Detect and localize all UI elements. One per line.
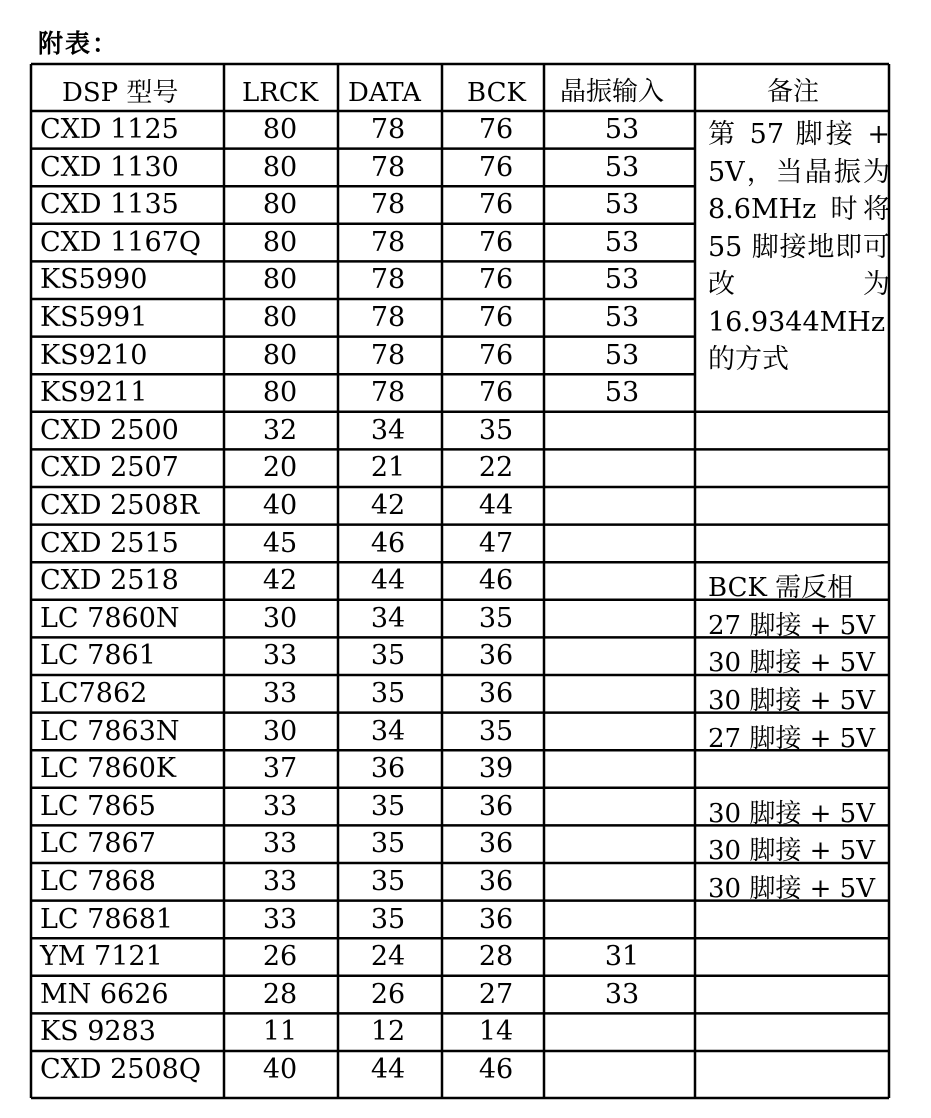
- cell-data: 78: [370, 151, 406, 183]
- cell-bck: 35: [478, 715, 514, 747]
- page-title: 附表：: [38, 29, 120, 58]
- cell-lrck: 40: [262, 1054, 298, 1085]
- cell-crystal: 33: [604, 978, 640, 1010]
- cell-model: CXD 2507: [40, 452, 179, 484]
- cell-note: BCK 需反相: [708, 573, 854, 604]
- cell-model: LC 78681: [40, 903, 174, 935]
- cell-data: 26: [370, 978, 406, 1010]
- cell-data: 78: [370, 226, 406, 258]
- cell-model: CXD 2508Q: [40, 1054, 201, 1085]
- cell-model: LC 7863N: [40, 715, 180, 747]
- cell-model: YM 7121: [40, 941, 163, 973]
- cell-data: 78: [370, 189, 406, 221]
- cell-lrck: 26: [262, 941, 298, 973]
- cell-bck: 76: [478, 114, 514, 145]
- cell-data: 35: [370, 640, 406, 672]
- cell-bck: 76: [478, 226, 514, 258]
- cell-crystal: 53: [604, 264, 640, 296]
- cell-note: 30 脚接 + 5V: [708, 648, 875, 679]
- cell-data: 42: [370, 490, 406, 521]
- cell-bck: 35: [478, 602, 514, 634]
- cell-model: KS 9283: [40, 1016, 156, 1048]
- cell-data: 35: [370, 790, 406, 822]
- cell-bck: 39: [478, 753, 514, 785]
- cell-lrck: 28: [262, 978, 298, 1010]
- cell-data: 34: [370, 602, 406, 634]
- cell-crystal: 53: [604, 226, 640, 258]
- cell-lrck: 80: [262, 264, 298, 296]
- cell-bck: 76: [478, 377, 514, 409]
- cell-model: CXD 2508R: [40, 490, 200, 521]
- cell-data: 34: [370, 715, 406, 747]
- cell-model: CXD 2500: [40, 414, 179, 446]
- cell-crystal: 53: [604, 151, 640, 183]
- cell-bck: 36: [478, 828, 514, 860]
- cell-lrck: 30: [262, 602, 298, 634]
- cell-lrck: 80: [262, 114, 298, 145]
- cell-data: 12: [370, 1016, 406, 1048]
- cell-note: 30 脚接 + 5V: [708, 874, 875, 904]
- cell-lrck: 80: [262, 302, 298, 333]
- cell-bck: 36: [478, 903, 514, 935]
- cell-data: 36: [370, 753, 406, 785]
- header-data: DATA: [348, 78, 421, 108]
- cell-data: 35: [370, 828, 406, 860]
- cell-lrck: 33: [262, 678, 298, 709]
- cell-bck: 36: [478, 640, 514, 672]
- cell-model: LC7862: [40, 678, 148, 709]
- cell-bck: 35: [478, 414, 514, 446]
- cell-data: 78: [370, 114, 406, 145]
- cell-model: KS5991: [40, 302, 148, 333]
- cell-bck: 44: [478, 490, 514, 521]
- header-bck: BCK: [467, 78, 526, 108]
- cell-note: 30 脚接 + 5V: [708, 798, 875, 829]
- cell-data: 21: [370, 452, 406, 484]
- merged-note: 第 57 脚接 + 5V，当晶振为 8.6MHz 时将 55 脚接地即可改为 16.9344MHz 的方式: [708, 119, 890, 375]
- cell-lrck: 30: [262, 715, 298, 747]
- cell-model: LC 7861: [40, 640, 156, 672]
- cell-lrck: 11: [262, 1016, 298, 1048]
- cell-bck: 36: [478, 790, 514, 822]
- cell-lrck: 45: [262, 527, 298, 559]
- cell-bck: 46: [478, 565, 514, 597]
- cell-bck: 14: [478, 1016, 514, 1048]
- cell-data: 78: [370, 377, 406, 409]
- cell-data: 24: [370, 941, 406, 973]
- cell-model: LC 7867: [40, 828, 156, 860]
- cell-bck: 76: [478, 264, 514, 296]
- cell-model: MN 6626: [40, 978, 169, 1010]
- cell-lrck: 20: [262, 452, 298, 484]
- cell-note: 30 脚接 + 5V: [708, 686, 875, 716]
- cell-model: LC 7860N: [40, 602, 180, 634]
- cell-model: CXD 1125: [40, 114, 179, 145]
- cell-bck: 76: [478, 189, 514, 221]
- cell-lrck: 33: [262, 640, 298, 672]
- cell-lrck: 33: [262, 790, 298, 822]
- cell-data: 44: [370, 565, 406, 597]
- cell-data: 35: [370, 678, 406, 709]
- cell-data: 44: [370, 1054, 406, 1085]
- cell-lrck: 80: [262, 189, 298, 221]
- cell-lrck: 33: [262, 903, 298, 935]
- cell-crystal: 53: [604, 114, 640, 145]
- cell-crystal: 53: [604, 189, 640, 221]
- header-crystal: 晶振输入: [560, 77, 665, 107]
- cell-model: LC 7868: [40, 866, 156, 897]
- cell-data: 78: [370, 264, 406, 296]
- cell-data: 34: [370, 414, 406, 446]
- cell-model: CXD 1135: [40, 189, 179, 221]
- cell-note: 27 脚接 + 5V: [708, 610, 875, 641]
- cell-data: 78: [370, 302, 406, 333]
- cell-crystal: 53: [604, 339, 640, 371]
- cell-model: CXD 2518: [40, 565, 179, 597]
- cell-model: CXD 2515: [40, 527, 179, 559]
- cell-lrck: 80: [262, 339, 298, 371]
- cell-data: 35: [370, 903, 406, 935]
- cell-crystal: 53: [604, 377, 640, 409]
- cell-bck: 28: [478, 941, 514, 973]
- cell-crystal: 53: [604, 302, 640, 333]
- cell-bck: 76: [478, 302, 514, 333]
- cell-bck: 76: [478, 339, 514, 371]
- cell-lrck: 37: [262, 753, 298, 785]
- cell-data: 35: [370, 866, 406, 897]
- cell-bck: 36: [478, 866, 514, 897]
- cell-note: 30 脚接 + 5V: [708, 836, 875, 867]
- cell-bck: 46: [478, 1054, 514, 1085]
- header-model: DSP 型号: [62, 78, 179, 108]
- header-note: 备注: [767, 77, 820, 107]
- cell-bck: 22: [478, 452, 514, 484]
- cell-crystal: 31: [604, 941, 640, 973]
- cell-lrck: 80: [262, 151, 298, 183]
- cell-data: 78: [370, 339, 406, 371]
- cell-note: 27 脚接 + 5V: [708, 723, 875, 754]
- cell-lrck: 32: [262, 414, 298, 446]
- cell-bck: 27: [478, 978, 514, 1010]
- cell-model: KS9211: [40, 377, 148, 409]
- cell-lrck: 42: [262, 565, 298, 597]
- cell-model: LC 7860K: [40, 753, 177, 785]
- cell-lrck: 80: [262, 226, 298, 258]
- header-lrck: LRCK: [242, 78, 319, 108]
- cell-lrck: 33: [262, 866, 298, 897]
- cell-model: KS9210: [40, 339, 148, 371]
- cell-bck: 36: [478, 678, 514, 709]
- cell-bck: 76: [478, 151, 514, 183]
- cell-model: CXD 1167Q: [40, 226, 201, 258]
- cell-model: CXD 1130: [40, 151, 179, 183]
- cell-lrck: 33: [262, 828, 298, 860]
- cell-bck: 47: [478, 527, 514, 559]
- cell-lrck: 80: [262, 377, 298, 409]
- cell-data: 46: [370, 527, 406, 559]
- cell-model: KS5990: [40, 264, 148, 296]
- cell-lrck: 40: [262, 490, 298, 521]
- cell-model: LC 7865: [40, 790, 156, 822]
